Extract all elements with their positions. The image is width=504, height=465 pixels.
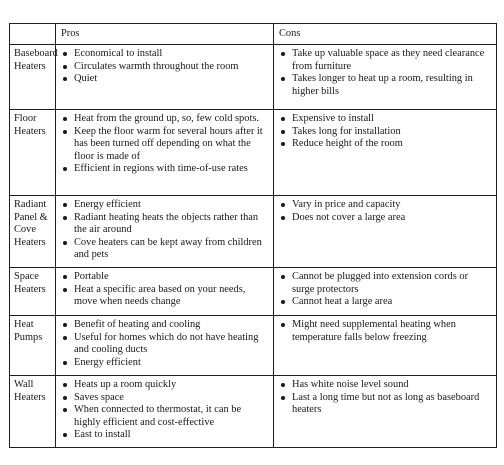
pros-item: Efficient in regions with time-of-use rates <box>61 163 268 175</box>
cons-item: Takes longer to heat up a room, resulting in higher bills <box>279 73 491 98</box>
pros-cell <box>56 45 274 110</box>
pros-cell <box>56 316 274 376</box>
cons-list <box>279 319 491 344</box>
header-type <box>10 24 56 45</box>
pros-item: Saves space <box>61 392 268 404</box>
cons-item: Vary in price and capacity <box>279 199 491 211</box>
cons-item: Cannot heat a large area <box>279 296 491 308</box>
pros-cell <box>56 268 274 316</box>
table-row-radiant-cove-heaters <box>10 196 497 268</box>
pros-item: Heat from the ground up, so, few cold spots. <box>61 113 268 125</box>
cons-item: Might need supplemental heating when temperature falls below freezing <box>279 319 491 344</box>
heater-comparison-table <box>9 23 497 448</box>
table-row-baseboard-heaters <box>10 45 497 110</box>
pros-item: Portable <box>61 271 268 283</box>
pros-item: When connected to thermostat, it can be highly efficient and cost-effective <box>61 404 268 429</box>
cons-list <box>279 199 491 224</box>
cons-item: Reduce height of the room <box>279 138 491 150</box>
cons-item: Cannot be plugged into extension cords or surge protectors <box>279 271 491 296</box>
cons-list <box>279 379 491 416</box>
header-cons: Cons <box>274 24 497 45</box>
cons-list <box>279 48 491 98</box>
table-body <box>10 45 497 448</box>
cons-item: Has white noise level sound <box>279 379 491 391</box>
cons-item: Takes long for installation <box>279 126 491 138</box>
cons-cell <box>274 110 497 196</box>
pros-list <box>61 113 268 175</box>
pros-list <box>61 48 268 85</box>
pros-item: Heat a specific area based on your needs, move when needs change <box>61 284 268 309</box>
heater-type-cell: Radiant Panel & Cove Heaters <box>10 196 56 268</box>
cons-item: Take up valuable space as they need clearance from furniture <box>279 48 491 73</box>
header-row <box>10 24 497 45</box>
table-header <box>10 24 497 45</box>
cons-item: Last a long time but not as long as baseboard heaters <box>279 392 491 417</box>
cons-list <box>279 113 491 150</box>
pros-item: Energy efficient <box>61 357 268 369</box>
pros-list <box>61 199 268 261</box>
pros-list <box>61 319 268 369</box>
table-row-space-heaters <box>10 268 497 316</box>
cons-cell <box>274 268 497 316</box>
heater-type-cell: Baseboard Heaters <box>10 45 56 110</box>
pros-cell <box>56 196 274 268</box>
cons-list <box>279 271 491 308</box>
header-pros: Pros <box>56 24 274 45</box>
pros-item: Useful for homes which do not have heating and cooling ducts <box>61 332 268 357</box>
cons-cell <box>274 376 497 448</box>
pros-item: Quiet <box>61 73 268 85</box>
table-row-heat-pumps <box>10 316 497 376</box>
heater-type-cell: Floor Heaters <box>10 110 56 196</box>
pros-item: Benefit of heating and cooling <box>61 319 268 331</box>
table-row-floor-heaters <box>10 110 497 196</box>
table-row-wall-heaters <box>10 376 497 448</box>
pros-list <box>61 271 268 308</box>
pros-item: Radiant heating heats the objects rather than the air around <box>61 212 268 237</box>
pros-list <box>61 379 268 441</box>
pros-item: Cove heaters can be kept away from children and pets <box>61 237 268 262</box>
cons-cell <box>274 45 497 110</box>
cons-cell <box>274 196 497 268</box>
heater-type-cell: Wall Heaters <box>10 376 56 448</box>
cons-item: Does not cover a large area <box>279 212 491 224</box>
cons-item: Expensive to install <box>279 113 491 125</box>
heater-type-cell: Space Heaters <box>10 268 56 316</box>
pros-item: Circulates warmth throughout the room <box>61 61 268 73</box>
heater-type-cell: Heat Pumps <box>10 316 56 376</box>
pros-item: Keep the floor warm for several hours after it has been turned off depending on what the floor is made of <box>61 126 268 163</box>
pros-item: East to install <box>61 429 268 441</box>
pros-item: Energy efficient <box>61 199 268 211</box>
pros-item: Economical to install <box>61 48 268 60</box>
pros-item: Heats up a room quickly <box>61 379 268 391</box>
cons-cell <box>274 316 497 376</box>
pros-cell <box>56 376 274 448</box>
pros-cell <box>56 110 274 196</box>
